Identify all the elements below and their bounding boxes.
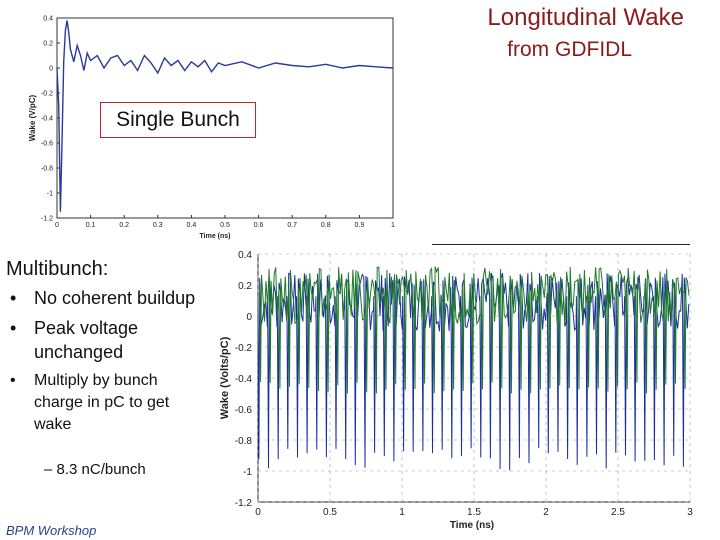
multibunch-xtick-label: 3 — [687, 507, 693, 518]
bullet-item — [8, 286, 198, 310]
single-bunch-xtick-label: 0.1 — [85, 222, 96, 229]
bullet-item — [8, 316, 198, 364]
single-bunch-xtick-label: 0.9 — [354, 222, 365, 229]
multibunch-ylabel: Wake (Volts/pC) — [219, 336, 231, 420]
footer-text: BPM Workshop — [6, 523, 97, 538]
single-bunch-xtick-label: 0 — [55, 222, 59, 229]
multibunch-xtick-label: 1 — [399, 507, 405, 518]
single-bunch-xtick-label: 0.7 — [287, 222, 298, 229]
multibunch-chart — [210, 240, 720, 540]
bullet-text: Multiply by bunch charge in pC to get wake — [34, 372, 170, 433]
bullet-item — [8, 370, 198, 436]
single-bunch-ytick-label: -1.2 — [40, 215, 53, 223]
multibunch-ytick-label: -1 — [243, 467, 252, 478]
bullet-dot: • — [10, 288, 17, 308]
single-bunch-xtick-label: 0.2 — [119, 222, 130, 229]
multibunch-ytick-label: -0.4 — [234, 374, 252, 385]
multibunch-ytick-label: 0 — [246, 312, 252, 323]
single-bunch-ytick-label: -0.2 — [40, 90, 53, 98]
single-bunch-xtick-label: 1 — [391, 222, 395, 229]
divider-line — [432, 244, 690, 245]
bullet-text: No coherent buildup — [34, 288, 196, 308]
multibunch-xtick-label: 2 — [543, 507, 549, 518]
single-bunch-label: Single Bunch — [100, 102, 256, 138]
single-bunch-ytick-label: -0.4 — [40, 115, 53, 123]
slide-subtitle: from GDFIDL — [507, 38, 632, 61]
multibunch-xtick-label: 1.5 — [467, 507, 481, 518]
multibunch-ytick-label: -0.6 — [234, 405, 252, 416]
single-bunch-ytick-label: 0.2 — [43, 40, 53, 48]
multibunch-heading: Multibunch: — [6, 258, 109, 280]
single-bunch-xtick-label: 0.8 — [320, 222, 331, 229]
single-bunch-ytick-label: 0.4 — [43, 15, 53, 23]
bullet-dot: • — [10, 318, 17, 338]
slide-title: Longitudinal Wake — [487, 4, 684, 31]
single-bunch-xtick-label: 0.5 — [220, 222, 230, 229]
multibunch-ytick-label: -1.2 — [234, 498, 252, 509]
multibunch-ytick-label: 0.2 — [238, 281, 252, 292]
single-bunch-xtick-label: 0.3 — [152, 222, 163, 229]
multibunch-xlabel: Time (ns) — [449, 520, 495, 531]
single-bunch-xtick-label: 0.6 — [253, 222, 264, 229]
single-bunch-xlabel: Time (ns) — [199, 233, 231, 240]
bullet-text: Peak voltage unchanged — [34, 318, 139, 362]
single-bunch-xtick-label: 0.4 — [186, 222, 197, 229]
multibunch-xtick-label: 0.5 — [323, 507, 337, 518]
single-bunch-ytick-label: 0 — [49, 65, 53, 73]
single-bunch-ytick-label: -1 — [46, 190, 53, 198]
bullet-list — [8, 286, 198, 436]
bullet-dot: • — [10, 372, 16, 389]
multibunch-ytick-label: 0.4 — [238, 250, 252, 261]
single-bunch-ytick-label: -0.6 — [40, 140, 53, 148]
multibunch-ytick-label: -0.2 — [234, 343, 252, 354]
sub-bullet: – 8.3 nC/bunch — [44, 461, 146, 478]
single-bunch-ytick-label: -0.8 — [40, 165, 53, 173]
multibunch-xtick-label: 0 — [255, 507, 261, 518]
multibunch-ytick-label: -0.8 — [234, 436, 252, 447]
multibunch-xtick-label: 2.5 — [611, 507, 625, 518]
single-bunch-ylabel: Wake (V/pC) — [28, 94, 37, 142]
